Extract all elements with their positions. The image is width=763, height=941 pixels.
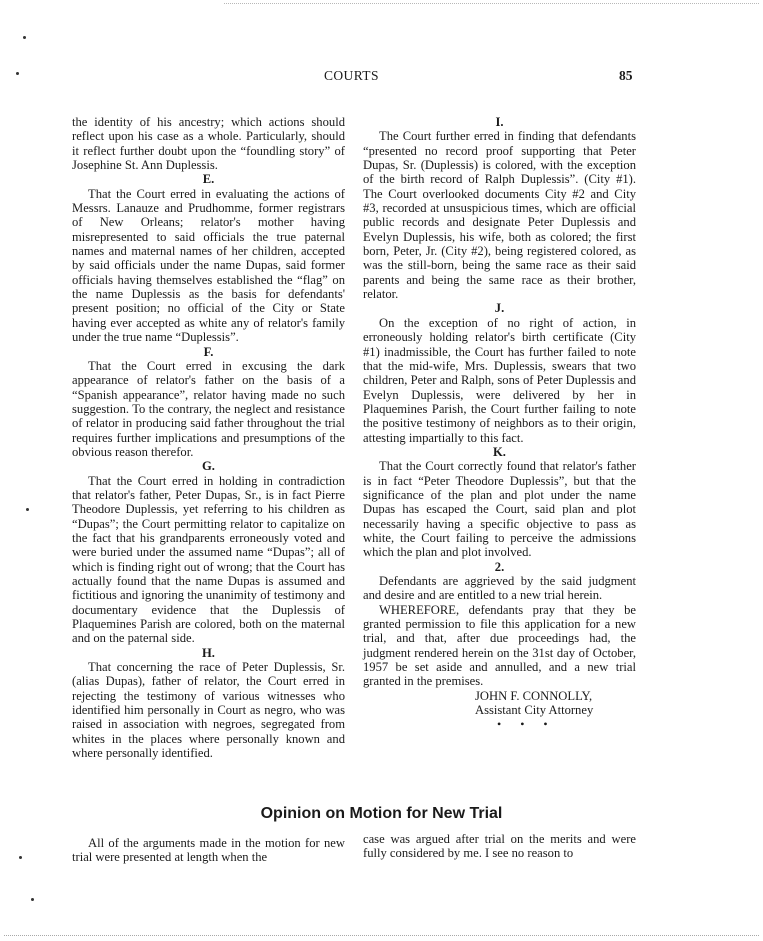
scan-speck — [23, 36, 26, 39]
section-heading-i: I. — [495, 115, 504, 129]
paragraph-f: That the Court erred in excusing the dark appearance of relator's father on the basis of a “Spanish appearance”, relator having made no such suggestion. To the contrary, the neglect and resistance of relator in producing said father throughout the trial requires further implications and presumptions of the obvious reason therefor. — [72, 358, 345, 459]
page-number: 85 — [619, 68, 633, 83]
opinion-right-text: case was argued after trial on the merits and were fully considered by me. I see no reason to — [363, 832, 636, 861]
section-heading-e: E. — [202, 172, 215, 187]
paragraph-j: On the exception of no right of action, in erroneously holding relator's birth certificate (City #1) inadmissible, the Court has further failed to note that the mid-wife, Mrs. Duplessis, swears that two children, Peter and Ralph, sons of Peter Duplessis and Evelyn Duplessis, were delivered by her in Plaquemines Parish, the Court further failing to note the positive testimony of neighbors as to their origin, attesting impartially to this fact. — [363, 315, 636, 445]
opinion-heading: Opinion on Motion for New Trial — [260, 805, 503, 822]
section-heading-k: K. — [493, 444, 506, 459]
paragraph-k: That the Court correctly found that relator's father is in fact “Peter Theodore Duplessis”, but that the significance of the plan and plot under the name Dupas has escaped the Court, said plan and plot necessarily having a specific objective to pass as white, the Court failing to perceive the admissions which the plan and plot involved. — [363, 459, 636, 560]
signature-title: Assistant City Attorney — [475, 703, 594, 718]
section-heading-j: J. — [494, 301, 505, 316]
opinion-left-column — [72, 836, 345, 865]
scan-speck — [31, 898, 34, 901]
scan-speck — [26, 508, 29, 511]
signature-name: JOHN F. CONNOLLY, — [475, 688, 593, 703]
paragraph-intro: the identity of his ancestry; which actions should reflect upon his case as a whole. Particularly, should it reflect further doubt upon the “foundling story” of Josephine St. Ann Duplessis. — [72, 115, 345, 173]
paragraph-wherefore: WHEREFORE, defendants pray that they be granted permission to file this application for a new trial, and that, after due proceedings had, the judgment rendered herein on the 31st day of October, 1957 be set aside and annulled, and a new trial granted in the premises. — [363, 602, 636, 689]
left-column — [72, 115, 345, 760]
section-separator: • • • — [497, 717, 556, 732]
paragraph-g: That the Court erred in holding in contradiction that relator's father, Peter Dupas, Sr., is in fact Pierre Theodore Duplessis, yet referring to his children as “Dupas”; the Court permitting relator to capitalize on the fact that his grandparents erroneously voted and were buried under the assumed name “Dupas”; all of which is finding right out of wrong; that the Court has actually found that the name Dupas is assumed and fictitious and ignoring the unanimity of testimony and documentary evidence that the Duplessis of Plaquemines Parish are colored, both on the maternal and on the paternal side. — [72, 473, 345, 646]
bottom-scan-edge — [4, 935, 759, 936]
scan-speck — [19, 856, 22, 859]
section-heading-f: F. — [203, 344, 214, 359]
opinion-right-column — [363, 832, 636, 861]
paragraph-e: That the Court erred in evaluating the actions of Messrs. Lanauze and Prudhomme, former registrars of New Orleans; relator's mother having misrepresented to said officials the true paternal names and maternal names of her children, accepted by said officials under the name Dupas, said former officials having themselves established the “flag” on the name Duplessis as the basis for defendants' present position; no official of the City or State having ever accepted as white any of relator's family under the true name “Duplessis”. — [72, 186, 345, 345]
section-heading-h: H. — [202, 645, 215, 660]
running-header — [0, 68, 763, 86]
section-heading-2: 2. — [494, 559, 505, 574]
paragraph-h: That concerning the race of Peter Duplessis, Sr. (alias Dupas), father of relator, the Court erred in rejecting the testimony of various witnesses who identified him personally in Court as negro, who was raised in association with negroes, segregated from whites in the places where personally known and where personally identified. — [72, 660, 345, 761]
opinion-left-text: All of the arguments made in the motion for new trial were presented at length when the — [72, 836, 345, 865]
paragraph-i: The Court further erred in finding that defendants “presented no record proof supporting that Peter Dupas, Sr. (Duplessis) is colored, with the exception of the birth record of Ralph Duplessis”. (City #1). The Court overlooked documents City #2 and City #3, recorded at unsuspicious times, which are official public records and designate Peter Duplessis and Evelyn Duplessis, his wife, both as colored; the first born, Peter, Jr. (City #2), being registered colored, as was the still-born, being the same race as their said parents and being the same race as their brother, relator. — [363, 129, 636, 302]
running-title: COURTS — [324, 68, 379, 83]
top-scan-edge — [224, 3, 759, 4]
right-column — [363, 115, 636, 732]
scan-speck — [16, 72, 19, 75]
paragraph-2: Defendants are aggrieved by the said judgment and desire and are entitled to a new trial herein. — [363, 574, 636, 603]
section-heading-g: G. — [202, 459, 215, 474]
